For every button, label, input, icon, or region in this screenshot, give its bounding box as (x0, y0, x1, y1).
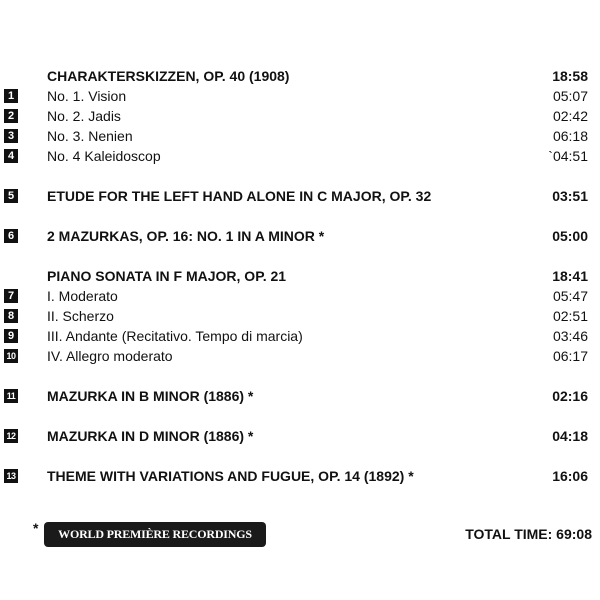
track-title: MAZURKA IN D MINOR (1886) * (47, 428, 254, 444)
track-number-badge: 3 (4, 129, 18, 143)
track-duration: 03:51 (552, 188, 588, 204)
track-duration: 06:17 (552, 348, 588, 364)
total-time: TOTAL TIME: 69:08 (465, 526, 592, 542)
track-row (0, 106, 600, 126)
track-duration: 05:00 (552, 228, 588, 244)
track-duration: 18:58 (552, 68, 588, 84)
track-title: No. 2. Jadis (47, 108, 121, 124)
track-row (0, 146, 600, 166)
track-title: I. Moderato (47, 288, 118, 304)
track-row (0, 326, 600, 346)
track-duration: 02:51 (552, 308, 588, 324)
track-title: No. 3. Nenien (47, 128, 133, 144)
work-heading-row (0, 466, 600, 486)
track-row (0, 306, 600, 326)
track-duration: 06:18 (552, 128, 588, 144)
track-title: II. Scherzo (47, 308, 114, 324)
track-duration: 03:46 (552, 328, 588, 344)
track-number-badge: 7 (4, 289, 18, 303)
track-number-badge: 8 (4, 309, 18, 323)
track-duration: 02:16 (552, 388, 588, 404)
track-title: No. 4 Kaleidoscop (47, 148, 161, 164)
track-number-badge: 1 (4, 89, 18, 103)
footnote-asterisk: * (33, 520, 39, 536)
track-number-badge: 5 (4, 189, 18, 203)
track-duration: 16:06 (552, 468, 588, 484)
work-heading-row (0, 386, 600, 406)
track-title: PIANO SONATA IN F MAJOR, OP. 21 (47, 268, 287, 284)
work-heading-row (0, 226, 600, 246)
track-number-badge: 9 (4, 329, 18, 343)
track-number-badge: 12 (4, 429, 18, 443)
work-heading-row (0, 266, 600, 286)
track-title: THEME WITH VARIATIONS AND FUGUE, OP. 14 (1892) * (47, 468, 414, 484)
track-number-badge: 11 (4, 389, 18, 403)
track-number-badge: 6 (4, 229, 18, 243)
work-heading-row (0, 426, 600, 446)
track-number-badge: 2 (4, 109, 18, 123)
track-number-badge: 10 (4, 349, 18, 363)
track-row (0, 86, 600, 106)
work-heading-row (0, 66, 600, 86)
track-title: 2 MAZURKAS, OP. 16: NO. 1 IN A MINOR * (47, 228, 325, 244)
track-title: No. 1. Vision (47, 88, 127, 104)
track-duration: 04:18 (552, 428, 588, 444)
track-duration: 05:07 (552, 88, 588, 104)
track-duration: `04:51 (548, 148, 588, 164)
track-number-badge: 4 (4, 149, 18, 163)
track-duration: 02:42 (552, 108, 588, 124)
track-row (0, 126, 600, 146)
track-title: MAZURKA IN B MINOR (1886) * (47, 388, 254, 404)
track-title: III. Andante (Recitativo. Tempo di marcia) (47, 328, 303, 344)
track-title: ETUDE FOR THE LEFT HAND ALONE IN C MAJOR, OP. 32 (47, 188, 432, 204)
world-premiere-badge: WORLD PREMIÈRE RECORDINGS (44, 522, 266, 547)
track-title: CHARAKTERSKIZZEN, OP. 40 (1908) (47, 68, 290, 84)
track-duration: 05:47 (552, 288, 588, 304)
track-number-badge: 13 (4, 469, 18, 483)
work-heading-row (0, 186, 600, 206)
track-duration: 18:41 (552, 268, 588, 284)
track-row (0, 346, 600, 366)
track-row (0, 286, 600, 306)
track-title: IV. Allegro moderato (47, 348, 173, 364)
